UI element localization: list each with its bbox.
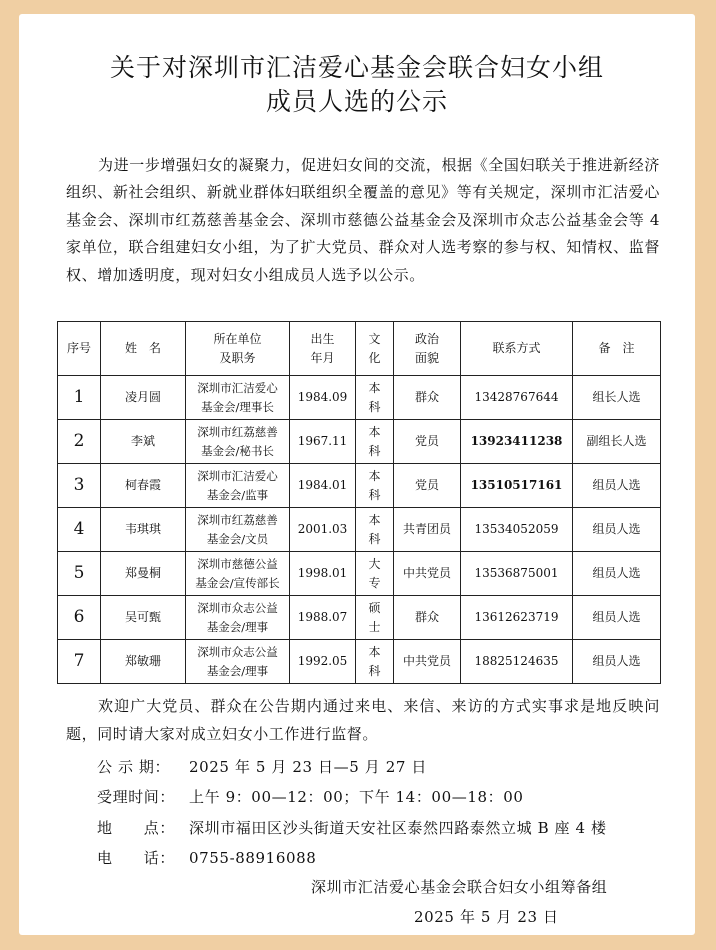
row-no: 6 [58, 596, 101, 640]
row-phone: 13536875001 [461, 552, 573, 596]
issuer-signature: 深圳市汇洁爱心基金会联合妇女小组筹备组 [311, 878, 608, 896]
row-political: 党员 [394, 464, 461, 508]
page-title: 关于对深圳市汇洁爱心基金会联合妇女小组 [109, 53, 604, 82]
table-row [58, 420, 661, 464]
header-birth: 出生 年月 [290, 322, 356, 376]
row-note: 副组长人选 [573, 420, 661, 464]
issue-date: 2025 年 5 月 23 日 [414, 908, 559, 926]
row-phone: 13612623719 [461, 596, 573, 640]
candidate-table [57, 321, 661, 684]
row-birth: 1967.11 [290, 420, 356, 464]
row-note: 组长人选 [573, 376, 661, 420]
row-note: 组员人选 [573, 508, 661, 552]
row-education: 本 科 [356, 464, 394, 508]
row-no: 3 [58, 464, 101, 508]
row-phone: 18825124635 [461, 640, 573, 684]
row-phone: 13534052059 [461, 508, 573, 552]
period-line [97, 756, 427, 777]
row-political: 中共党员 [394, 640, 461, 684]
address-label: 地 点： [97, 819, 176, 837]
header-name: 姓 名 [101, 322, 186, 376]
notice-paper [19, 14, 695, 935]
header-edu: 文 化 [356, 322, 394, 376]
table-row [58, 376, 661, 420]
page-subtitle: 成员人选的公示 [265, 87, 448, 116]
row-education: 大 专 [356, 552, 394, 596]
row-birth: 1988.07 [290, 596, 356, 640]
table-row [58, 596, 661, 640]
header-contact: 联系方式 [461, 322, 573, 376]
row-education: 本 科 [356, 420, 394, 464]
row-education: 本 科 [356, 508, 394, 552]
row-name: 韦琪琪 [101, 508, 186, 552]
header-political: 政治 面貌 [394, 322, 461, 376]
address-value: 深圳市福田区沙头街道天安社区泰然四路泰然立城 B 座 4 楼 [189, 819, 607, 837]
table-header-row [58, 322, 661, 376]
period-value: 2025 年 5 月 23 日—5 月 27 日 [189, 758, 427, 776]
row-no: 4 [58, 508, 101, 552]
row-political: 群众 [394, 596, 461, 640]
row-birth: 1992.05 [290, 640, 356, 684]
row-political: 中共党员 [394, 552, 461, 596]
row-no: 1 [58, 376, 101, 420]
row-unit: 深圳市汇洁爱心 基金会/理事长 [186, 376, 290, 420]
row-note: 组员人选 [573, 464, 661, 508]
table-row [58, 552, 661, 596]
hours-line [97, 786, 524, 807]
row-birth: 2001.03 [290, 508, 356, 552]
row-unit: 深圳市红荔慈善 基金会/文员 [186, 508, 290, 552]
table-row [58, 464, 661, 508]
row-name: 郑曼桐 [101, 552, 186, 596]
row-education: 本 科 [356, 640, 394, 684]
header-note: 备 注 [573, 322, 661, 376]
hours-label: 受理时间： [97, 788, 176, 806]
row-unit: 深圳市慈德公益 基金会/宣传部长 [186, 552, 290, 596]
row-education: 硕 士 [356, 596, 394, 640]
closing-paragraph: 欢迎广大党员、群众在公告期内通过来电、来信、来访的方式实事求是地反映问题，同时请大家对成立妇女小工作进行监督。 [66, 697, 660, 743]
row-no: 7 [58, 640, 101, 684]
row-political: 共青团员 [394, 508, 461, 552]
row-unit: 深圳市众志公益 基金会/理事 [186, 640, 290, 684]
table-row [58, 508, 661, 552]
phone-line [97, 847, 316, 868]
row-phone: 13428767644 [461, 376, 573, 420]
hours-value: 上午 9：00—12：00；下午 14：00—18：00 [189, 788, 524, 806]
row-note: 组员人选 [573, 552, 661, 596]
row-name: 柯春霞 [101, 464, 186, 508]
row-no: 5 [58, 552, 101, 596]
row-birth: 1998.01 [290, 552, 356, 596]
row-name: 郑敏珊 [101, 640, 186, 684]
row-political: 群众 [394, 376, 461, 420]
header-unit: 所在单位 及职务 [186, 322, 290, 376]
row-name: 吴可甄 [101, 596, 186, 640]
address-line [97, 817, 607, 838]
row-note: 组员人选 [573, 640, 661, 684]
row-birth: 1984.01 [290, 464, 356, 508]
row-phone: 13923411238 [461, 420, 573, 464]
row-phone: 13510517161 [461, 464, 573, 508]
row-name: 李斌 [101, 420, 186, 464]
table-row [58, 640, 661, 684]
row-unit: 深圳市汇洁爱心 基金会/监事 [186, 464, 290, 508]
period-label: 公 示 期： [97, 758, 171, 776]
row-unit: 深圳市红荔慈善 基金会/秘书长 [186, 420, 290, 464]
header-no: 序号 [58, 322, 101, 376]
phone-value: 0755-88916088 [189, 849, 317, 867]
row-note: 组员人选 [573, 596, 661, 640]
row-no: 2 [58, 420, 101, 464]
row-education: 本 科 [356, 376, 394, 420]
intro-paragraph: 为进一步增强妇女的凝聚力，促进妇女间的交流，根据《全国妇联关于推进新经济组织、新社会组织、新就业群体妇联组织全覆盖的意见》等有关规定，深圳市汇洁爱心基金会、深圳市红荔慈善基金会、深圳市慈德公益基金会及深圳市众志公益基金会等 4 家单位，联合组建妇女小组，为了扩大党员、群众对人选考察的参与权、知情权、监督权、增加透明度，现对妇女小组成员人选予以公示。 [66, 156, 660, 284]
row-unit: 深圳市众志公益 基金会/理事 [186, 596, 290, 640]
phone-label: 电 话： [97, 849, 176, 867]
row-political: 党员 [394, 420, 461, 464]
row-birth: 1984.09 [290, 376, 356, 420]
row-name: 凌月圆 [101, 376, 186, 420]
